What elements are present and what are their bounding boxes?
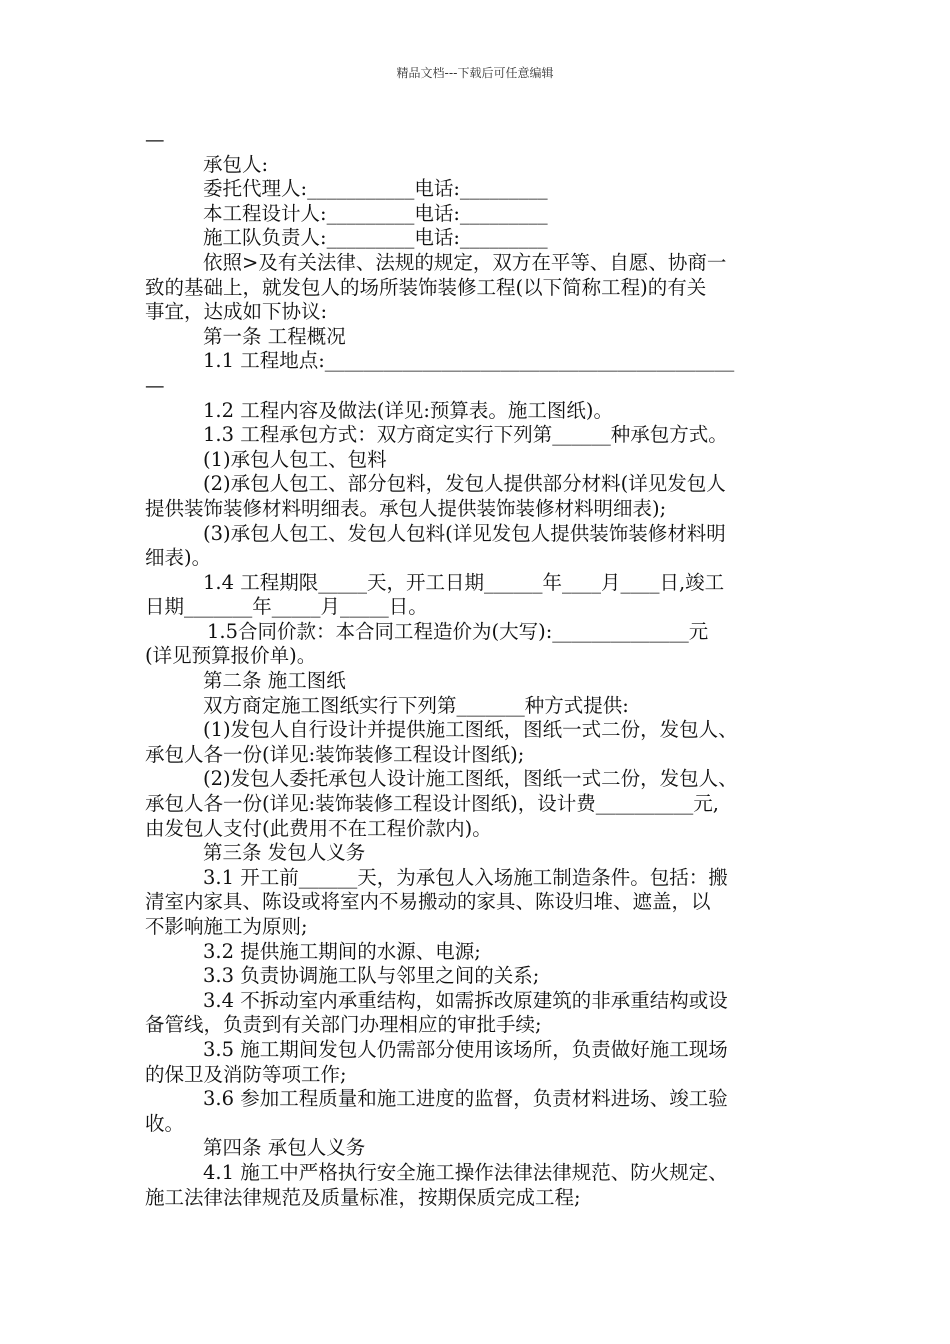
text-line: 承包人: — [203, 152, 269, 176]
contract-body — [145, 128, 810, 1210]
text-line: 1.2 工程内容及做法(详见:预算表。施工图纸)。 — [203, 398, 613, 422]
text-line: 3.3 负责协调施工队与邻里之间的关系; — [203, 964, 540, 988]
text-line: 依照>及有关法律、法规的规定，双方在平等、自愿、协商一 — [203, 250, 727, 274]
text-line: 日期_______年_____月_____日。 — [145, 595, 428, 619]
text-line: 承包人各一份(详见:装饰装修工程设计图纸)，设计费__________元, — [145, 792, 719, 816]
text-line: 的保卫及消防等项工作; — [145, 1062, 347, 1086]
text-line: 1.3 工程承包方式：双方商定实行下列第______种承包方式。 — [203, 423, 728, 447]
text-line: 1.4 工程期限_____天，开工日期______年____月____日,竣工 — [203, 570, 725, 594]
text-line: 承包人各一份(详见:装饰装修工程设计图纸); — [145, 742, 525, 766]
text-line: (1)承包人包工、包料 — [203, 447, 387, 471]
text-line: 致的基础上，就发包人的场所装饰装修工程(以下简称工程)的有关 — [145, 275, 707, 299]
text-line: — — [145, 128, 165, 151]
text-line: 委托代理人:___________电话:_________ — [203, 177, 548, 201]
text-line: 细表)。 — [145, 546, 212, 570]
text-line: 施工法律法律规范及质量标准，按期保质完成工程; — [145, 1185, 581, 1209]
text-line: (1)发包人自行设计并提供施工图纸，图纸一式二份，发包人、 — [203, 718, 738, 742]
text-line: 3.4 不拆动室内承重结构，如需拆改原建筑的非承重结构或设 — [203, 988, 728, 1012]
text-line: 施工队负责人:_________电话:_________ — [203, 226, 548, 250]
text-line: 备管线，负责到有关部门办理相应的审批手续; — [145, 1013, 542, 1037]
text-line: 3.2 提供施工期间的水源、电源; — [203, 939, 481, 963]
text-line: 不影响施工为原则; — [145, 915, 308, 938]
text-line: — — [145, 373, 165, 397]
text-line: 本工程设计人:_________电话:_________ — [203, 201, 548, 225]
text-line: (2)承包人包工、部分包料，发包人提供部分材料(详见发包人 — [203, 472, 726, 496]
text-line: (详见预算报价单)。 — [145, 644, 317, 668]
text-line: 4.1 施工中严格执行安全施工操作法律法律规范、防火规定、 — [203, 1160, 728, 1184]
text-line: 清室内家具、陈设或将室内不易搬动的家具、陈设归堆、遮盖，以 — [145, 890, 711, 914]
text-line: 第四条 承包人义务 — [203, 1136, 366, 1160]
text-line: 双方商定施工图纸实行下列第_______种方式提供: — [203, 693, 629, 717]
text-line: 第二条 施工图纸 — [203, 669, 346, 693]
text-line: 提供装饰装修材料明细表。承包人提供装饰装修材料明细表); — [145, 496, 667, 520]
text-line: 3.5 施工期间发包人仍需部分使用该场所，负责做好施工现场 — [203, 1037, 728, 1061]
text-line: 1.1 工程地点:__________________________________________ — [203, 349, 735, 373]
text-line: 由发包人支付(此费用不在工程价款内)。 — [145, 816, 492, 840]
text-line: 第一条 工程概况 — [203, 324, 346, 348]
page-header: 精品文档---下载后可任意编辑 — [396, 66, 554, 80]
text-line: (3)承包人包工、发包人包料(详见发包人提供装饰装修材料明 — [203, 521, 726, 545]
text-line: 事宜，达成如下协议: — [145, 300, 328, 324]
text-line: (2)发包人委托承包人设计施工图纸，图纸一式二份，发包人、 — [203, 767, 738, 791]
text-line: 第三条 发包人义务 — [203, 841, 366, 865]
text-line: 3.1 开工前______天，为承包人入场施工制造条件。包括：搬 — [203, 865, 728, 889]
text-line: 3.6 参加工程质量和施工进度的监督，负责材料进场、竣工验 — [203, 1087, 728, 1111]
text-line: 收。 — [145, 1111, 185, 1135]
text-line: 1.5合同价款：本合同工程造价为(大写):______________元 — [207, 619, 709, 643]
